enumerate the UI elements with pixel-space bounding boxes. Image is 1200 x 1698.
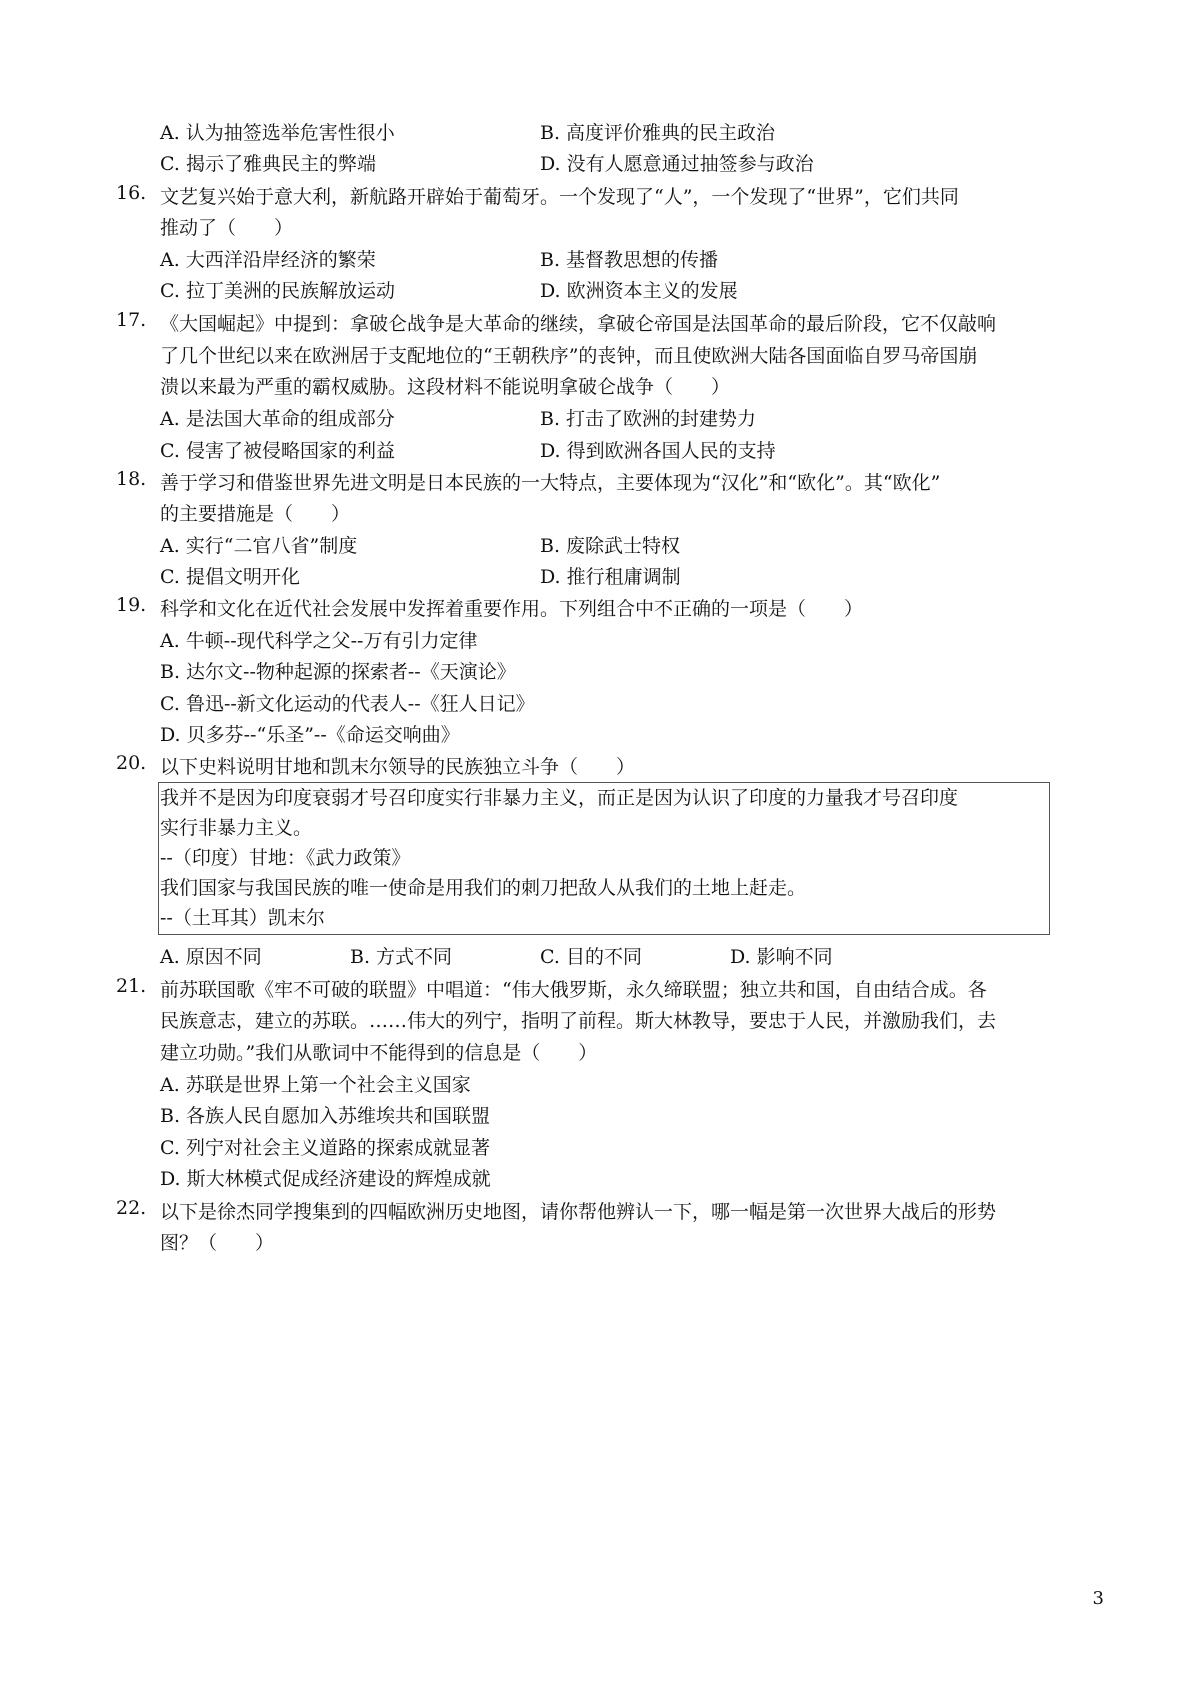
option-18-d: D. 推行租庸调制 <box>540 566 681 588</box>
option-21-b: B. 各族人民自愿加入苏维埃共和国联盟 <box>160 1105 491 1127</box>
question-stem-line: 溃以来最为严重的霸权威胁。这段材料不能说明拿破仑战争（ ） <box>160 376 731 398</box>
option-16-c: C. 拉丁美洲的民族解放运动 <box>160 280 395 302</box>
option-17-a: A. 是法国大革命的组成部分 <box>160 408 395 430</box>
question-number: 20. <box>116 752 147 774</box>
option-15-b: B. 高度评价雅典的民主政治 <box>540 122 776 144</box>
question-stem-line: 以下史料说明甘地和凯末尔领导的民族独立斗争（ ） <box>160 756 636 778</box>
option-20-d: D. 影响不同 <box>730 946 833 968</box>
option-17-b: B. 打击了欧洲的封建势力 <box>540 408 757 430</box>
option-16-a: A. 大西洋沿岸经济的繁荣 <box>160 249 376 271</box>
option-19-a: A. 牛顿--现代科学之父--万有引力定律 <box>160 630 478 652</box>
option-15-d: D. 没有人愿意通过抽签参与政治 <box>540 153 814 175</box>
option-19-c: C. 鲁迅--新文化运动的代表人--《狂人日记》 <box>160 693 535 715</box>
quote-line: 我们国家与我国民族的唯一使命是用我们的刺刀把敌人从我们的土地上赶走。 <box>160 877 807 899</box>
question-number: 18. <box>116 468 147 490</box>
question-stem-line: 善于学习和借鉴世界先进文明是日本民族的一大特点，主要体现为“汉化”和“欧化”。其“欧化” <box>160 472 941 494</box>
option-20-a: A. 原因不同 <box>160 946 262 968</box>
question-stem-line: 的主要措施是（ ） <box>160 503 351 525</box>
option-21-c: C. 列宁对社会主义道路的探索成就显著 <box>160 1137 490 1159</box>
option-15-c: C. 揭示了雅典民主的弊端 <box>160 153 376 175</box>
question-stem-line: 文艺复兴始于意大利，新航路开辟始于葡萄牙。一个发现了“人”，一个发现了“世界”，它们共同 <box>160 186 959 208</box>
question-stem-line: 前苏联国歌《牢不可破的联盟》中唱道：“伟大俄罗斯，永久缔联盟；独立共和国，自由结合成。各 <box>160 979 987 1001</box>
question-stem-line: 图？（ ） <box>160 1232 275 1254</box>
option-17-c: C. 侵害了被侵略国家的利益 <box>160 440 395 462</box>
question-stem-line: 建立功勋。”我们从歌词中不能得到的信息是（ ） <box>160 1042 598 1064</box>
question-number: 19. <box>116 594 147 616</box>
option-19-d: D. 贝多芬--“乐圣”--《命运交响曲》 <box>160 724 460 746</box>
option-16-b: B. 基督教思想的传播 <box>540 249 719 271</box>
option-16-d: D. 欧洲资本主义的发展 <box>540 280 738 302</box>
question-stem-line: 推动了（ ） <box>160 217 294 239</box>
question-stem-line: 科学和文化在近代社会发展中发挥着重要作用。下列组合中不正确的一项是（ ） <box>160 598 864 620</box>
option-18-a: A. 实行“二官八省”制度 <box>160 535 358 557</box>
quote-attribution: --（印度）甘地：《武力政策》 <box>160 847 411 869</box>
question-number: 16. <box>116 182 147 204</box>
source-quote-box <box>158 782 1050 935</box>
option-15-a: A. 认为抽签选举危害性很小 <box>160 122 395 144</box>
question-stem-line: 民族意志，建立的苏联。……伟大的列宁，指明了前程。斯大林教导，要忠于人民，并激励我们，去 <box>160 1010 997 1032</box>
question-number: 21. <box>116 975 147 997</box>
question-stem-line: 《大国崛起》中提到：拿破仑战争是大革命的继续，拿破仑帝国是法国革命的最后阶段，它不仅敲响 <box>160 313 997 335</box>
question-stem-line: 以下是徐杰同学搜集到的四幅欧洲历史地图，请你帮他辨认一下，哪一幅是第一次世界大战后的形势 <box>160 1201 997 1223</box>
option-20-c: C. 目的不同 <box>540 946 642 968</box>
quote-line: 我并不是因为印度衰弱才号召印度实行非暴力主义，而正是因为认识了印度的力量我才号召印度 <box>160 787 959 809</box>
option-21-a: A. 苏联是世界上第一个社会主义国家 <box>160 1074 471 1096</box>
option-18-c: C. 提倡文明开化 <box>160 566 300 588</box>
option-17-d: D. 得到欧洲各国人民的支持 <box>540 440 776 462</box>
question-number: 22. <box>116 1197 147 1219</box>
quote-line: 实行非暴力主义。 <box>160 817 313 839</box>
question-number: 17. <box>116 309 147 331</box>
quote-attribution: --（土耳其）凯末尔 <box>160 907 325 929</box>
option-21-d: D. 斯大林模式促成经济建设的辉煌成就 <box>160 1168 491 1190</box>
option-19-b: B. 达尔文--物种起源的探索者--《天演论》 <box>160 661 516 683</box>
option-18-b: B. 废除武士特权 <box>540 535 681 557</box>
page-number: 3 <box>1092 1588 1104 1609</box>
question-stem-line: 了几个世纪以来在欧洲居于支配地位的“王朝秩序”的丧钟，而且使欧洲大陆各国面临自罗马帝国崩 <box>160 345 978 367</box>
option-20-b: B. 方式不同 <box>350 946 453 968</box>
